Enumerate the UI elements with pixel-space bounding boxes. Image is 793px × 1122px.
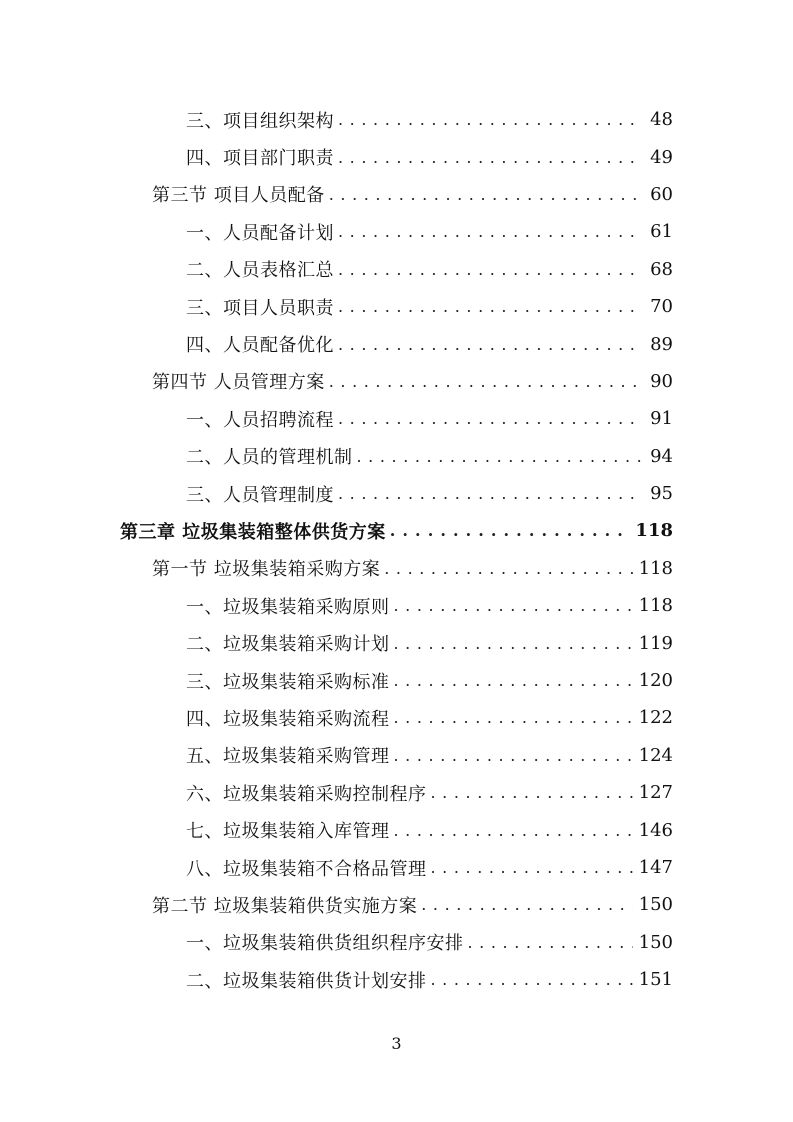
toc-dot-leader <box>421 895 632 914</box>
toc-entry-title: 一、垃圾集装箱供货组织程序安排 <box>186 933 464 955</box>
toc-entry-title: 第三章 垃圾集装箱整体供货方案 <box>120 521 386 543</box>
toc-subsection-entry[interactable] <box>0 325 793 362</box>
toc-subsection-entry[interactable] <box>0 924 793 961</box>
toc-subsection-entry[interactable] <box>0 138 793 175</box>
toc-dot-leader <box>338 335 641 354</box>
toc-entry-title: 二、人员表格汇总 <box>186 260 334 282</box>
toc-entry-title: 三、项目人员职责 <box>186 297 334 319</box>
toc-dot-leader <box>329 185 641 204</box>
toc-subsection-entry[interactable] <box>0 213 793 250</box>
toc-section-entry[interactable] <box>0 176 793 213</box>
toc-dot-leader <box>394 596 633 615</box>
toc-section-entry[interactable] <box>0 363 793 400</box>
toc-entry-page: 122 <box>638 707 673 729</box>
toc-subsection-entry[interactable] <box>0 475 793 512</box>
toc-dot-leader <box>357 447 642 466</box>
toc-entry-title: 六、垃圾集装箱采购控制程序 <box>186 783 427 805</box>
toc-section-entry[interactable] <box>0 886 793 923</box>
toc-section-entry[interactable] <box>0 550 793 587</box>
toc-subsection-entry[interactable] <box>0 400 793 437</box>
toc-dot-leader <box>329 372 641 391</box>
toc-dot-leader <box>384 559 632 578</box>
toc-entry-title: 三、垃圾集装箱采购标准 <box>186 671 390 693</box>
toc-entry-title: 一、人员招聘流程 <box>186 409 334 431</box>
toc-dot-leader <box>338 297 641 316</box>
toc-dot-leader <box>338 110 641 129</box>
toc-entry-page: 147 <box>638 857 673 878</box>
toc-subsection-entry[interactable] <box>0 288 793 325</box>
toc-entry-page: 49 <box>650 146 673 168</box>
toc-entry-page: 146 <box>638 819 673 841</box>
toc-entry-title: 第二节 垃圾集装箱供货实施方案 <box>152 895 418 917</box>
toc-entry-page: 127 <box>638 782 673 804</box>
toc-dot-leader <box>468 933 633 952</box>
toc-entry-page: 61 <box>650 221 673 243</box>
toc-subsection-entry[interactable] <box>0 101 793 138</box>
toc-subsection-entry[interactable] <box>0 961 793 998</box>
toc-dot-leader <box>338 484 641 503</box>
toc-entry-page: 151 <box>638 969 673 991</box>
toc-entry-title: 二、人员的管理机制 <box>186 447 353 469</box>
toc-entry-title: 第一节 垃圾集装箱采购方案 <box>152 559 381 581</box>
toc-subsection-entry[interactable] <box>0 699 793 736</box>
toc-entry-title: 三、人员管理制度 <box>186 484 334 506</box>
toc-entry-page: 94 <box>650 445 673 467</box>
toc-entry-page: 90 <box>650 370 673 392</box>
toc-entry-title: 第四节 人员管理方案 <box>152 372 325 394</box>
toc-entry-page: 118 <box>638 557 673 579</box>
table-of-contents <box>0 101 793 998</box>
toc-subsection-entry[interactable] <box>0 811 793 848</box>
toc-entry-page: 48 <box>650 109 673 131</box>
toc-dot-leader <box>394 821 633 840</box>
toc-entry-title: 二、垃圾集装箱供货计划安排 <box>186 970 427 992</box>
toc-entry-title: 三、项目组织架构 <box>186 110 334 132</box>
toc-entry-title: 四、项目部门职责 <box>186 148 334 170</box>
toc-entry-page: 118 <box>638 595 673 617</box>
toc-subsection-entry[interactable] <box>0 624 793 661</box>
toc-dot-leader <box>338 409 641 428</box>
toc-subsection-entry[interactable] <box>0 251 793 288</box>
toc-entry-page: 91 <box>650 408 673 430</box>
toc-entry-page: 70 <box>650 296 673 318</box>
toc-dot-leader <box>431 858 633 877</box>
toc-entry-title: 二、垃圾集装箱采购计划 <box>186 634 390 656</box>
toc-entry-title: 七、垃圾集装箱入库管理 <box>186 821 390 843</box>
page-number: 3 <box>391 1034 402 1053</box>
toc-dot-leader <box>394 634 633 653</box>
toc-chapter-entry[interactable] <box>0 512 793 549</box>
toc-dot-leader <box>394 746 633 765</box>
toc-entry-title: 一、人员配备计划 <box>186 222 334 244</box>
toc-dot-leader <box>394 671 633 690</box>
toc-entry-page: 120 <box>638 670 673 692</box>
toc-dot-leader <box>394 708 633 727</box>
toc-entry-page: 60 <box>650 183 673 205</box>
toc-entry-title: 八、垃圾集装箱不合格品管理 <box>186 858 427 880</box>
toc-subsection-entry[interactable] <box>0 849 793 886</box>
toc-entry-page: 118 <box>635 520 673 542</box>
toc-subsection-entry[interactable] <box>0 774 793 811</box>
toc-entry-title: 五、垃圾集装箱采购管理 <box>186 746 390 768</box>
toc-entry-title: 一、垃圾集装箱采购原则 <box>186 596 390 618</box>
toc-entry-title: 第三节 项目人员配备 <box>152 185 325 207</box>
toc-dot-leader <box>431 970 633 989</box>
toc-entry-page: 124 <box>638 744 673 766</box>
toc-dot-leader <box>338 222 641 241</box>
toc-dot-leader <box>338 260 641 279</box>
toc-entry-page: 119 <box>638 632 673 654</box>
toc-entry-page: 89 <box>650 333 673 355</box>
toc-subsection-entry[interactable] <box>0 737 793 774</box>
toc-dot-leader <box>390 521 630 540</box>
toc-entry-page: 150 <box>638 931 673 953</box>
toc-subsection-entry[interactable] <box>0 587 793 624</box>
toc-entry-title: 四、人员配备优化 <box>186 335 334 357</box>
toc-dot-leader <box>431 783 633 802</box>
toc-entry-title: 四、垃圾集装箱采购流程 <box>186 708 390 730</box>
toc-dot-leader <box>338 148 641 167</box>
toc-subsection-entry[interactable] <box>0 662 793 699</box>
toc-entry-page: 150 <box>638 894 673 916</box>
toc-entry-page: 68 <box>650 258 673 280</box>
toc-entry-page: 95 <box>650 483 673 505</box>
toc-subsection-entry[interactable] <box>0 438 793 475</box>
